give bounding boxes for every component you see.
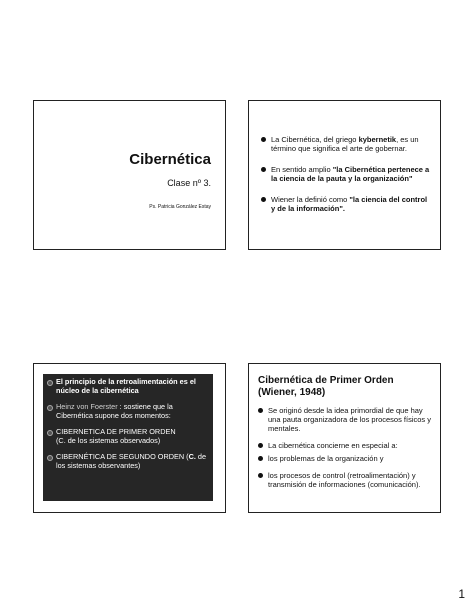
bullet-dot-icon xyxy=(261,197,266,202)
slide-3 xyxy=(33,363,226,513)
bullet-circle-icon xyxy=(47,430,53,436)
bullet-circle-icon xyxy=(47,380,53,386)
page-number: 1 xyxy=(458,587,465,601)
slide-2-bullet-3: Wiener la definió como "la ciencia del control y de la información". xyxy=(261,195,432,213)
slide-4-bullet-3: los problemas de la organización y xyxy=(258,454,434,463)
slide-2-bullet-list xyxy=(261,135,432,225)
bullet-circle-icon xyxy=(47,455,53,461)
slide-1-author: Ps. Patricia González Estay xyxy=(149,204,211,210)
slide-1-title: Cibernética xyxy=(129,151,211,168)
slide-4-bullet-list xyxy=(258,406,434,493)
bullet-dot-icon xyxy=(261,167,266,172)
slide-2-bullet-2: En sentido amplio "la Cibernética pertenece a la ciencia de la pauta y la organización" xyxy=(261,165,432,183)
slide-3-bullet-3: CIBERNETICA DE PRIMER ORDEN (C. de los sistemas observados) xyxy=(47,428,209,445)
bullet-dot-icon xyxy=(258,408,263,413)
slide-3-bullet-list xyxy=(47,378,209,470)
bullet-dot-icon xyxy=(258,456,263,461)
bullet-dot-icon xyxy=(261,137,266,142)
slide-2-bullet-1: La Cibernética, del griego kybernetik, es un término que significa el arte de gobernar. xyxy=(261,135,432,153)
slide-2 xyxy=(248,100,441,250)
slide-3-bullet-2: Heinz von Foerster : sostiene que la Cibernética supone dos momentos: xyxy=(47,403,209,420)
slide-1 xyxy=(33,100,226,250)
slide-3-dark-panel xyxy=(43,374,213,501)
slide-4-bullet-4: los procesos de control (retroalimentación) y transmisión de informaciones (comunicación). xyxy=(258,471,434,489)
slide-1-subtitle: Clase nº 3. xyxy=(167,178,211,188)
slide-3-bullet-1: El principio de la retroalimentación es el núcleo de la cibernética xyxy=(47,378,209,395)
slide-4 xyxy=(248,363,441,513)
bullet-dot-icon xyxy=(258,473,263,478)
slide-4-bullet-2: La cibernética concierne en especial a: xyxy=(258,441,434,450)
bullet-dot-icon xyxy=(258,443,263,448)
bullet-circle-icon xyxy=(47,405,53,411)
slide-3-bullet-4: CIBERNÉTICA DE SEGUNDO ORDEN (C. de los sistemas observantes) xyxy=(47,453,209,470)
slide-4-bullet-1: Se originó desde la idea primordial de que hay una pauta organizadora de los procesos físicos y mentales. xyxy=(258,406,434,433)
slide-4-title: Cibernética de Primer Orden (Wiener, 1948) xyxy=(258,375,394,398)
